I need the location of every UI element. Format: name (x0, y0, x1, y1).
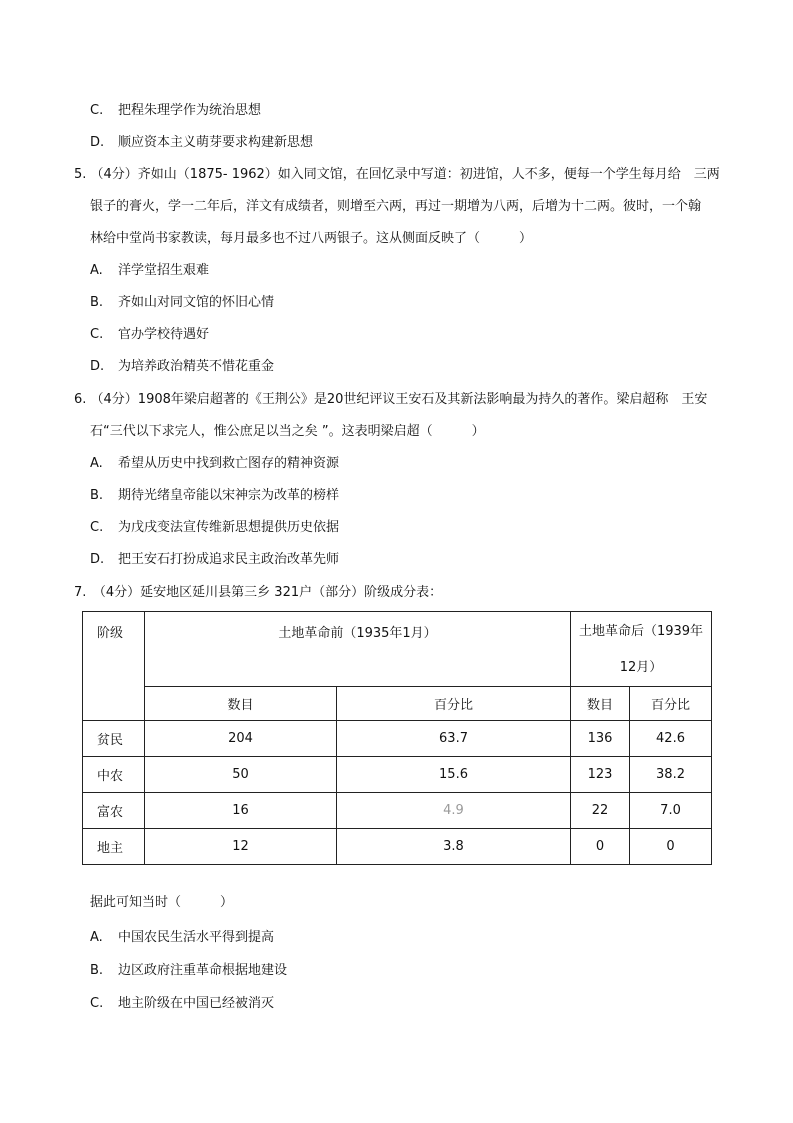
cell-before-percent: 63.7 (337, 721, 571, 757)
q5-option-c (90, 327, 209, 343)
option-text: 希望从历史中找到救亡图存的精神资源 (118, 456, 340, 471)
cell-after-count: 0 (571, 829, 630, 865)
table-row (83, 829, 712, 865)
q7-option-a (90, 930, 274, 946)
cell-after-count: 22 (571, 793, 630, 829)
option-key: B. (90, 963, 104, 978)
q5-stem-line-3: 林给中堂尚书家教读，每月最多也不过八两银子。这从侧面反映了（ ） (90, 231, 533, 246)
option-key: B. (90, 295, 104, 310)
q7-question: 据此可知当时（ ） (90, 895, 234, 910)
table-row (83, 757, 712, 793)
subheader-count-after: 数目 (571, 687, 630, 721)
cell-after-count: 136 (571, 721, 630, 757)
cell-before-count: 16 (145, 793, 337, 829)
table-row (83, 793, 712, 829)
q5-option-a (90, 263, 209, 279)
option-text: 为戊戌变法宣传维新思想提供历史依据 (118, 520, 340, 535)
option-key: D. (90, 135, 105, 150)
subheader-percent-after: 百分比 (630, 687, 712, 721)
cell-before-count: 204 (145, 721, 337, 757)
q5-stem-line-2: 银子的膏火，学一二年后，洋文有成绩者，则增至六两，再过一期增为八两，后增为十二两。彼时，一个翰 (90, 199, 702, 214)
option-key: D. (90, 359, 105, 374)
subheader-count-before: 数目 (145, 687, 337, 721)
option-key: B. (90, 488, 104, 503)
q5-option-d (90, 359, 274, 375)
option-key: A. (90, 263, 103, 278)
cell-before-percent: 3.8 (337, 829, 571, 865)
q6-option-a (90, 456, 339, 472)
option-text: 边区政府注重革命根据地建设 (118, 963, 288, 978)
option-text: 把程朱理学作为统治思想 (118, 103, 262, 118)
option-key: D. (90, 552, 105, 567)
option-text: 洋学堂招生艰难 (118, 263, 210, 278)
option-text: 期待光绪皇帝能以宋神宗为改革的榜样 (118, 488, 340, 503)
cell-class: 中农 (83, 757, 145, 793)
cell-before-percent: 15.6 (337, 757, 571, 793)
q6-option-c (90, 520, 339, 536)
table-row (83, 721, 712, 757)
cell-after-percent: 42.6 (630, 721, 712, 757)
q6-option-b (90, 488, 339, 504)
cell-after-count: 123 (571, 757, 630, 793)
q4-option-d (90, 135, 313, 151)
header-after-line-1: 土地革命后（1939年 (578, 624, 704, 639)
option-text: 中国农民生活水平得到提高 (118, 930, 275, 945)
option-key: C. (90, 520, 104, 535)
option-text: 齐如山对同文馆的怀旧心情 (118, 295, 275, 310)
q6-stem-line-2: 石“三代以下求完人，惟公庶足以当之矣 ”。这表明梁启超（ ） (90, 424, 485, 439)
option-text: 官办学校待遇好 (118, 327, 210, 342)
option-key: A. (90, 930, 103, 945)
option-key: C. (90, 103, 104, 118)
option-text: 顺应资本主义萌芽要求构建新思想 (118, 135, 314, 150)
q7-option-b (90, 963, 287, 979)
q7-option-c (90, 996, 274, 1012)
class-composition-table (82, 611, 712, 865)
header-before-revolution: 土地革命前（1935年1月） (145, 612, 571, 687)
cell-class: 地主 (83, 829, 145, 865)
option-text: 把王安石打扮成追求民主政治改革先师 (118, 552, 340, 567)
header-after-revolution (571, 612, 712, 687)
cell-before-count: 12 (145, 829, 337, 865)
cell-after-percent: 38.2 (630, 757, 712, 793)
subheader-percent-before: 百分比 (337, 687, 571, 721)
q6-option-d (90, 552, 339, 568)
q4-option-c (90, 103, 261, 119)
cell-class: 贫民 (83, 721, 145, 757)
option-key: A. (90, 456, 103, 471)
cell-before-percent: 4.9 (337, 793, 571, 829)
q7-stem: 7. （4分）延安地区延川县第三乡 321户（部分）阶级成分表： (74, 585, 443, 600)
option-key: C. (90, 996, 104, 1011)
cell-before-count: 50 (145, 757, 337, 793)
cell-class: 富农 (83, 793, 145, 829)
option-text: 为培养政治精英不惜花重金 (118, 359, 275, 374)
header-after-line-2: 12月） (619, 660, 663, 675)
q6-stem-line-1: 6. （4分）1908年梁启超著的《王荆公》是20世纪评议王安石及其新法影响最为持久的著作。梁启超称 王安 (74, 392, 708, 407)
cell-after-percent: 7.0 (630, 793, 712, 829)
option-text: 地主阶级在中国已经被消灭 (118, 996, 275, 1011)
q5-option-b (90, 295, 274, 311)
header-class: 阶级 (83, 612, 145, 721)
q5-stem-line-1: 5. （4分）齐如山（1875- 1962）如入同文馆，在回忆录中写道：初进馆，人不多，便每一个学生每月给 三两 (74, 167, 720, 182)
cell-after-percent: 0 (630, 829, 712, 865)
option-key: C. (90, 327, 104, 342)
